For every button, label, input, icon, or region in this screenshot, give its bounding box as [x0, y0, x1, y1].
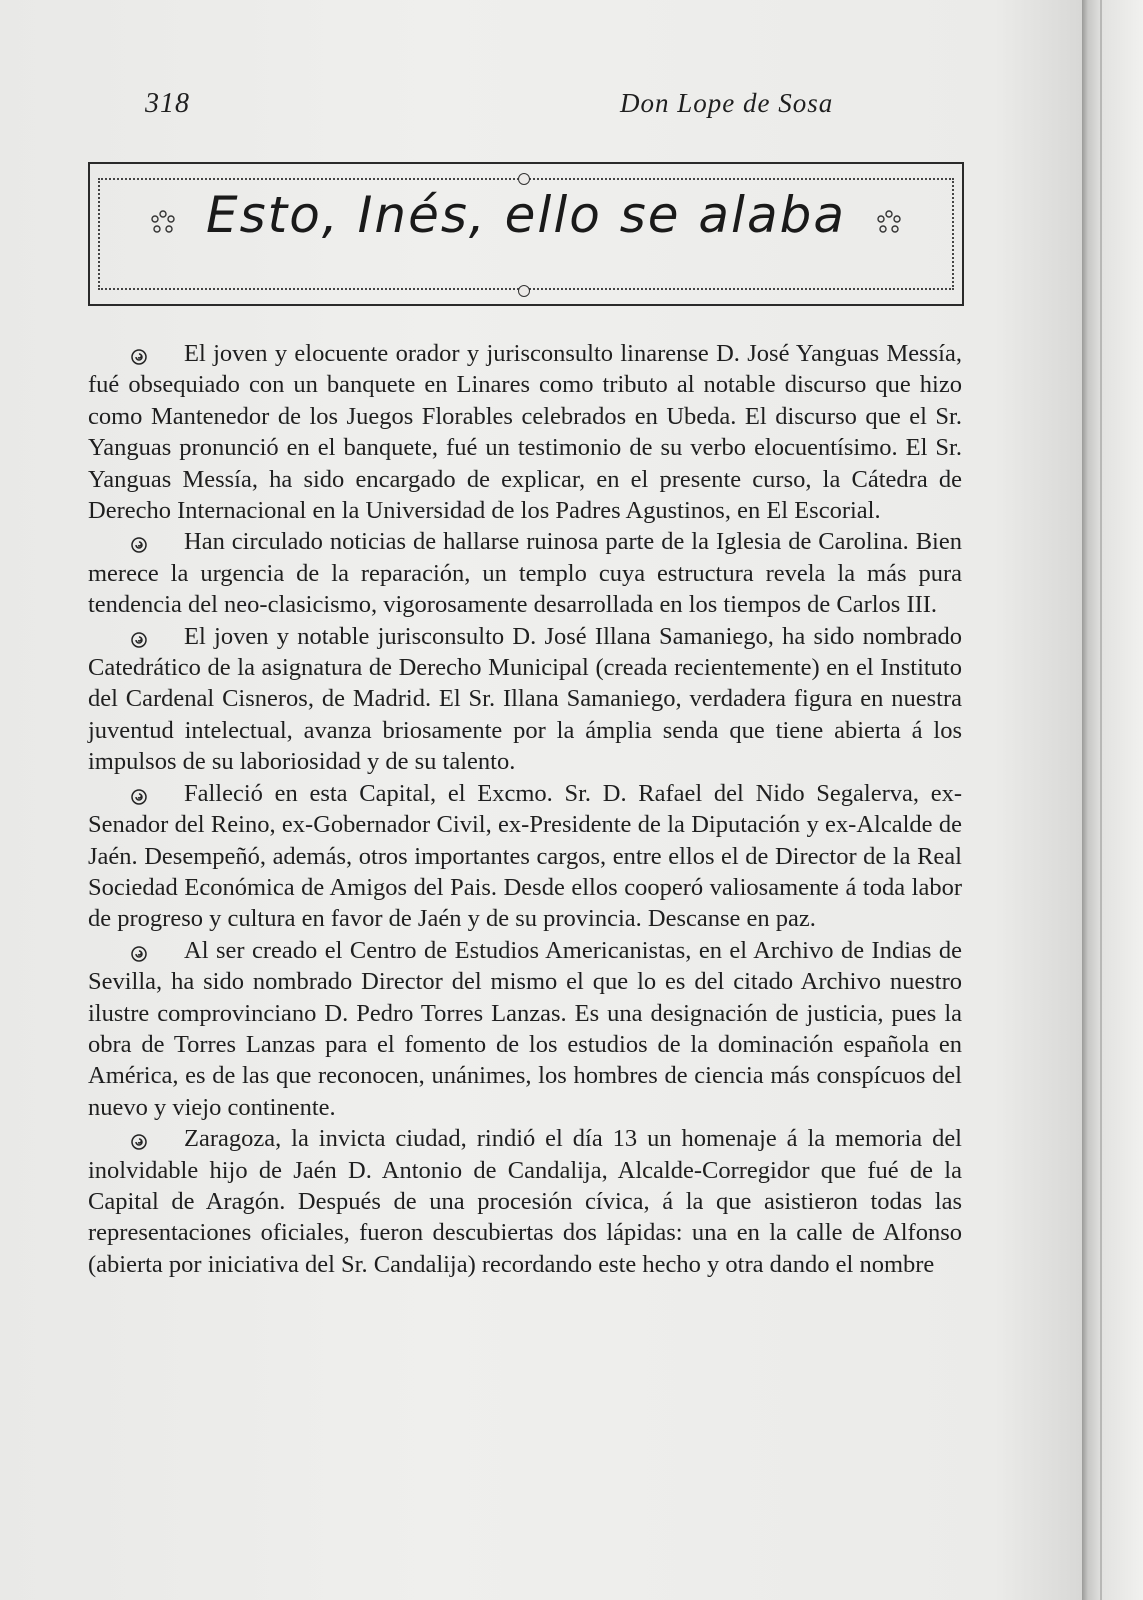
news-item: [88, 338, 962, 526]
news-item-text: El joven y notable jurisconsulto D. José Illana Samaniego, ha sido nombrado Catedrático de la asignatura de Derecho Municipal (creada recientemente) en el Instituto del Cardenal Cisneros, de Madrid. El Sr. Illana Samaniego, verdadera figura en nuestra juventud intelectual, avanza briosamente por la ámplia senda que tiene abierta á los impulsos de su laboriosidad y de su talento.: [88, 622, 962, 776]
news-item: [88, 1123, 962, 1280]
page-edge: [1100, 0, 1102, 1600]
news-item: [88, 526, 962, 620]
spiral-ornament-icon: [130, 631, 148, 649]
ring-ornament-icon: [518, 173, 530, 185]
running-title: Don Lope de Sosa: [620, 88, 834, 118]
news-item-text: Al ser creado el Centro de Estudios Americanistas, en el Archivo de Indias de Sevilla, ha sido nombrado Director del mismo el que lo es del citado Archivo nuestro ilustre comprovinciano D. Pedro Torres Lanzas. Es una designación de justicia, pues la obra de Torres Lanzas para el fomento de los estudios de la dominación española en América, es de las que reconocen, unánimes, los hombres de ciencia más conspícuos del nuevo y viejo continente.: [88, 936, 962, 1121]
page-number: 318: [145, 88, 190, 119]
section-title: Esto, Inés, ello se alaba: [206, 186, 846, 244]
ring-ornament-icon: [518, 285, 530, 297]
news-item-text: Zaragoza, la invicta ciudad, rindió el día 13 un homenaje á la memoria del inolvidable hijo de Jaén D. Antonio de Candalija, Alcalde-Corregidor que fué de la Capital de Aragón. Después de una procesión cívica, á la que asistieron todas las representaciones oficiales, fueron descubiertas dos lápidas: una en la calle de Alfonso (abierta por iniciativa del Sr. Candalija) recordando este hecho y otra dando el nombre: [88, 1125, 962, 1278]
news-item: [88, 621, 962, 778]
news-item: [88, 778, 962, 935]
spiral-ornament-icon: [130, 945, 148, 963]
spiral-ornament-icon: [130, 1133, 148, 1151]
spiral-ornament-icon: [130, 788, 148, 806]
article-body: [88, 338, 962, 1280]
news-item-text: El joven y elocuente orador y jurisconsulto linarense D. José Yanguas Messía, fué obsequiado con un banquete en Linares como tributo al notable discurso que hizo como Mantenedor de los Juegos Florables celebrados en Ubeda. El discurso que el Sr. Yanguas pronunció en el banquete, fué un testimonio de su verbo elocuentísimo. El Sr. Yanguas Messía, ha sido encargado de explicar, en el presente curso, la Cátedra de Derecho Internacional en la Universidad de los Padres Agustinos, en El Escorial.: [88, 340, 962, 525]
news-item-text: Han circulado noticias de hallarse ruinosa parte de la Iglesia de Carolina. Bien merece la urgencia de la reparación, un templo cuya estructura revela la más pura tendencia del neo-clasicismo, vigorosamente desarrollada en los tiempos de Carlos III.: [88, 528, 962, 619]
book-gutter: [1082, 0, 1143, 1600]
dotted-rosette-icon: [874, 208, 904, 238]
section-title-box: [88, 162, 964, 306]
news-item-text: Falleció en esta Capital, el Excmo. Sr. D. Rafael del Nido Segalerva, ex-Senador del Reino, ex-Gobernador Civil, ex-Presidente de la Diputación y ex-Alcalde de Jaén. Desempeñó, además, otros importantes cargos, entre ellos el de Director de la Real Sociedad Económica de Amigos del Pais. Desde ellos cooperó valiosamente á toda labor de progreso y cultura en favor de Jaén y de su provincia. Descanse en paz.: [88, 779, 962, 933]
news-item: [88, 935, 962, 1123]
spiral-ornament-icon: [130, 536, 148, 554]
spiral-ornament-icon: [130, 348, 148, 366]
